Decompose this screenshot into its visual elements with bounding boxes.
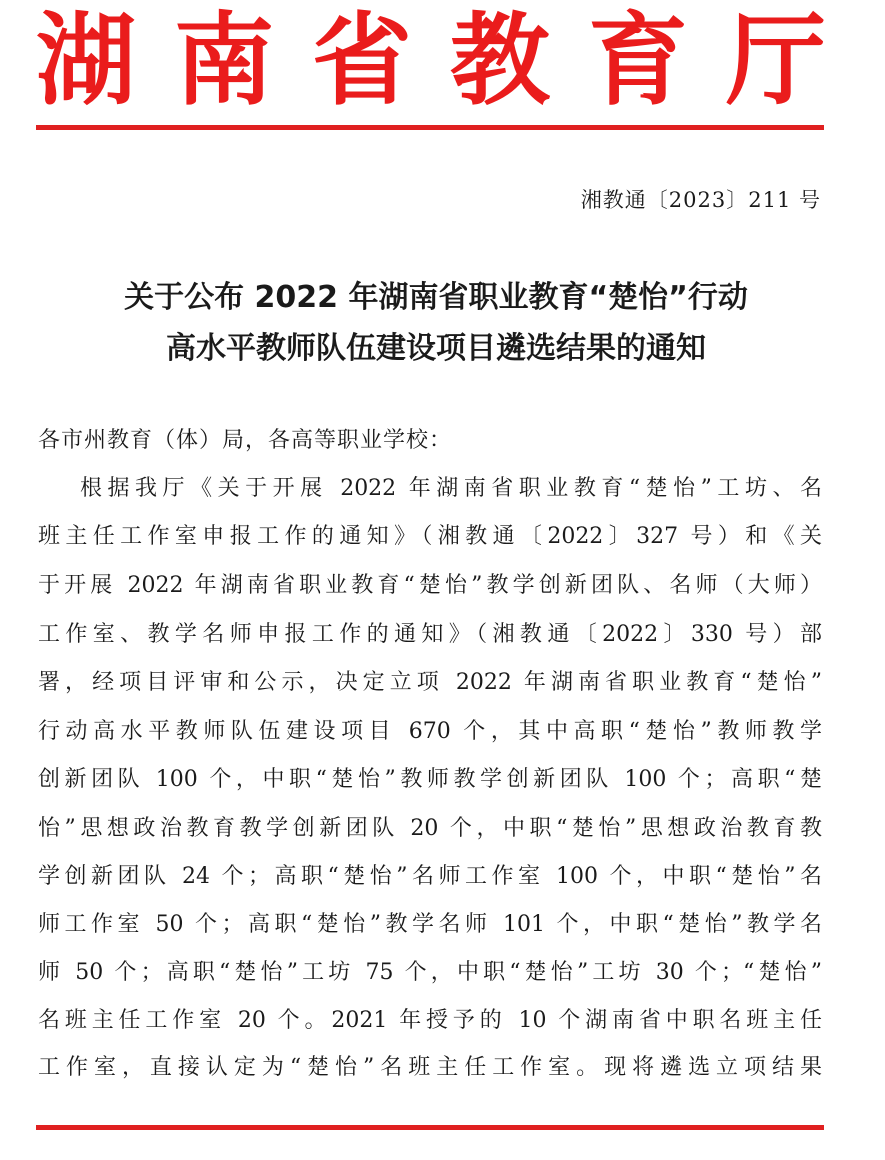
body-text-line: 师工作室 50 个；高职“楚怡”教学名师 101 个，中职“楚怡”教学名: [38, 912, 822, 937]
document-title-line-2: 高水平教师队伍建设项目遴选结果的通知: [166, 331, 706, 366]
body-text-line: 署，经项目评审和公示，决定立项 2022 年湖南省职业教育“楚怡”: [38, 670, 822, 695]
body-text-line: 根据我厅《关于开展 2022 年湖南省职业教育“楚怡”工坊、名: [80, 476, 822, 501]
body-text-line: 学创新团队 24 个；高职“楚怡”名师工作室 100 个，中职“楚怡”名: [38, 864, 822, 889]
body-text-line: 于开展 2022 年湖南省职业教育“楚怡”教学创新团队、名师（大师）: [38, 573, 822, 598]
footer-red-rule: [36, 1125, 824, 1130]
body-text-line: 师 50 个；高职“楚怡”工坊 75 个，中职“楚怡”工坊 30 个；“楚怡”: [38, 960, 822, 985]
body-text-line: 工作室，直接认定为“楚怡”名班主任工作室。现将遴选立项结果: [38, 1055, 822, 1080]
letterhead-char: 湖: [36, 1, 136, 119]
body-text-line: 班主任工作室申报工作的通知》（湘教通〔2022〕327 号）和《关: [38, 524, 822, 549]
letterhead-title: [36, 1, 826, 119]
letterhead-red-rule: [36, 125, 824, 130]
body-text-line: 工作室、教学名师申报工作的通知》（湘教通〔2022〕330 号）部: [38, 622, 822, 647]
letterhead-char: 省: [312, 1, 412, 119]
letterhead-char: 厅: [726, 1, 826, 119]
document-number: 湘教通〔2023〕211 号: [580, 188, 821, 212]
body-text-line: 怡”思想政治教育教学创新团队 20 个，中职“楚怡”思想政治教育教: [38, 816, 822, 841]
letterhead-char: 教: [450, 1, 550, 119]
letterhead-char: 南: [174, 1, 274, 119]
body-text-line: 行动高水平教师队伍建设项目 670 个，其中高职“楚怡”教师教学: [38, 719, 822, 744]
letterhead-char: 育: [588, 1, 688, 119]
body-text-line: 名班主任工作室 20 个。2021 年授予的 10 个湖南省中职名班主任: [38, 1008, 822, 1033]
salutation: 各市州教育（体）局，各高等职业学校：: [38, 428, 453, 453]
document-title-line-1: 关于公布 2022 年湖南省职业教育“楚怡”行动: [124, 280, 748, 315]
body-text-line: 创新团队 100 个，中职“楚怡”教师教学创新团队 100 个；高职“楚: [38, 767, 822, 792]
